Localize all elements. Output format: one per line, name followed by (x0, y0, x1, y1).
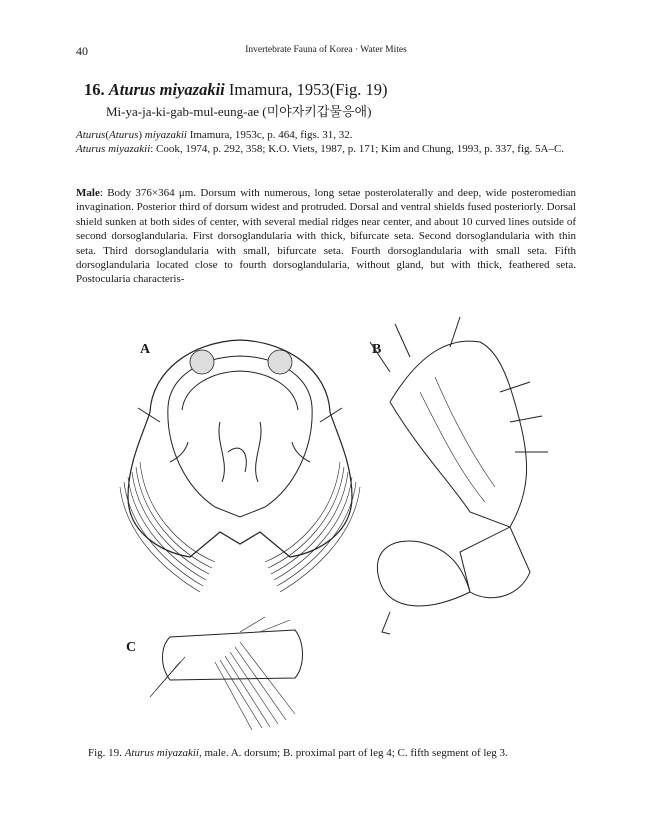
korean-name: Mi-ya-ja-ki-gab-mul-eung-ae (미야자키갑물응애) (106, 104, 372, 119)
panel-label-a: A (140, 342, 151, 357)
species-authority: Imamura, 1953 (228, 80, 330, 99)
figure-reference: (Fig. 19) (329, 80, 388, 99)
synonym-citation-1: Imamura, 1953c, p. 464, figs. 31, 32. (186, 129, 353, 141)
synonym-paren-close: ) (138, 129, 143, 141)
synonym-subgenus: Aturus (109, 129, 139, 141)
synonym-epithet: miyazakii (144, 129, 187, 141)
synonym-citation-2: : Cook, 1974, p. 292, 358; K.O. Viets, 1987, p. 171; Kim and Chung, 1993, p. 337, fig. 5A–C. (150, 143, 565, 155)
synonym-name-2: Aturus miyazakii (76, 143, 151, 155)
caption-species: Aturus miyazakii (124, 747, 199, 759)
description-lead: Male (76, 187, 100, 199)
panel-label-c: C (126, 640, 137, 655)
panel-a-dorsum-drawing (120, 340, 360, 592)
species-binomial: Aturus miyazakii (108, 80, 225, 99)
page-number: 40 (76, 44, 88, 58)
figure-19 (90, 312, 570, 740)
synonymy-line-1 (76, 128, 576, 142)
caption-prefix: Fig. 19. (88, 747, 125, 759)
synonym-paren-open: ( (105, 129, 110, 141)
species-number: 16. (84, 80, 105, 99)
running-title: Invertebrate Fauna of Korea · Water Mites (245, 45, 407, 55)
species-heading (84, 80, 387, 100)
description-text: : Body 376×364 μm. Dorsum with numerous, long setae posterolaterally and deep, wide posteromedian invagination. Posterior third of dorsum widest and protruded. Dorsal and ventral shields fused posteriorly. Dorsal shield sunken at both sides of center, with several medial ridges near center, and about 10 curved lines outside of second dorsoglandularia. First dorsoglandularia with thick, bifurcate seta. Second dorsoglandularia with thin seta. Third dorsoglandularia with small, bifurcate seta. Fourth dorsoglandularia with small seta. Fifth dorsoglandularia located close to fourth dorsoglandularia, without gland, but with thick, feathered seta. Postocularia characteris- (76, 187, 576, 286)
synonym-genus: Aturus (76, 129, 106, 141)
male-description (76, 186, 576, 287)
panel-c-leg3-drawing (150, 617, 303, 730)
panel-label-b: B (372, 342, 382, 357)
page-header (76, 44, 576, 60)
panel-b-leg4-drawing (370, 317, 548, 634)
caption-text: , male. A. dorsum; B. proximal part of leg 4; C. fifth segment of leg 3. (198, 747, 508, 759)
figure-illustration (90, 312, 570, 740)
synonymy-block (76, 128, 576, 156)
figure-caption (88, 747, 568, 759)
synonymy-line-2 (76, 142, 576, 156)
